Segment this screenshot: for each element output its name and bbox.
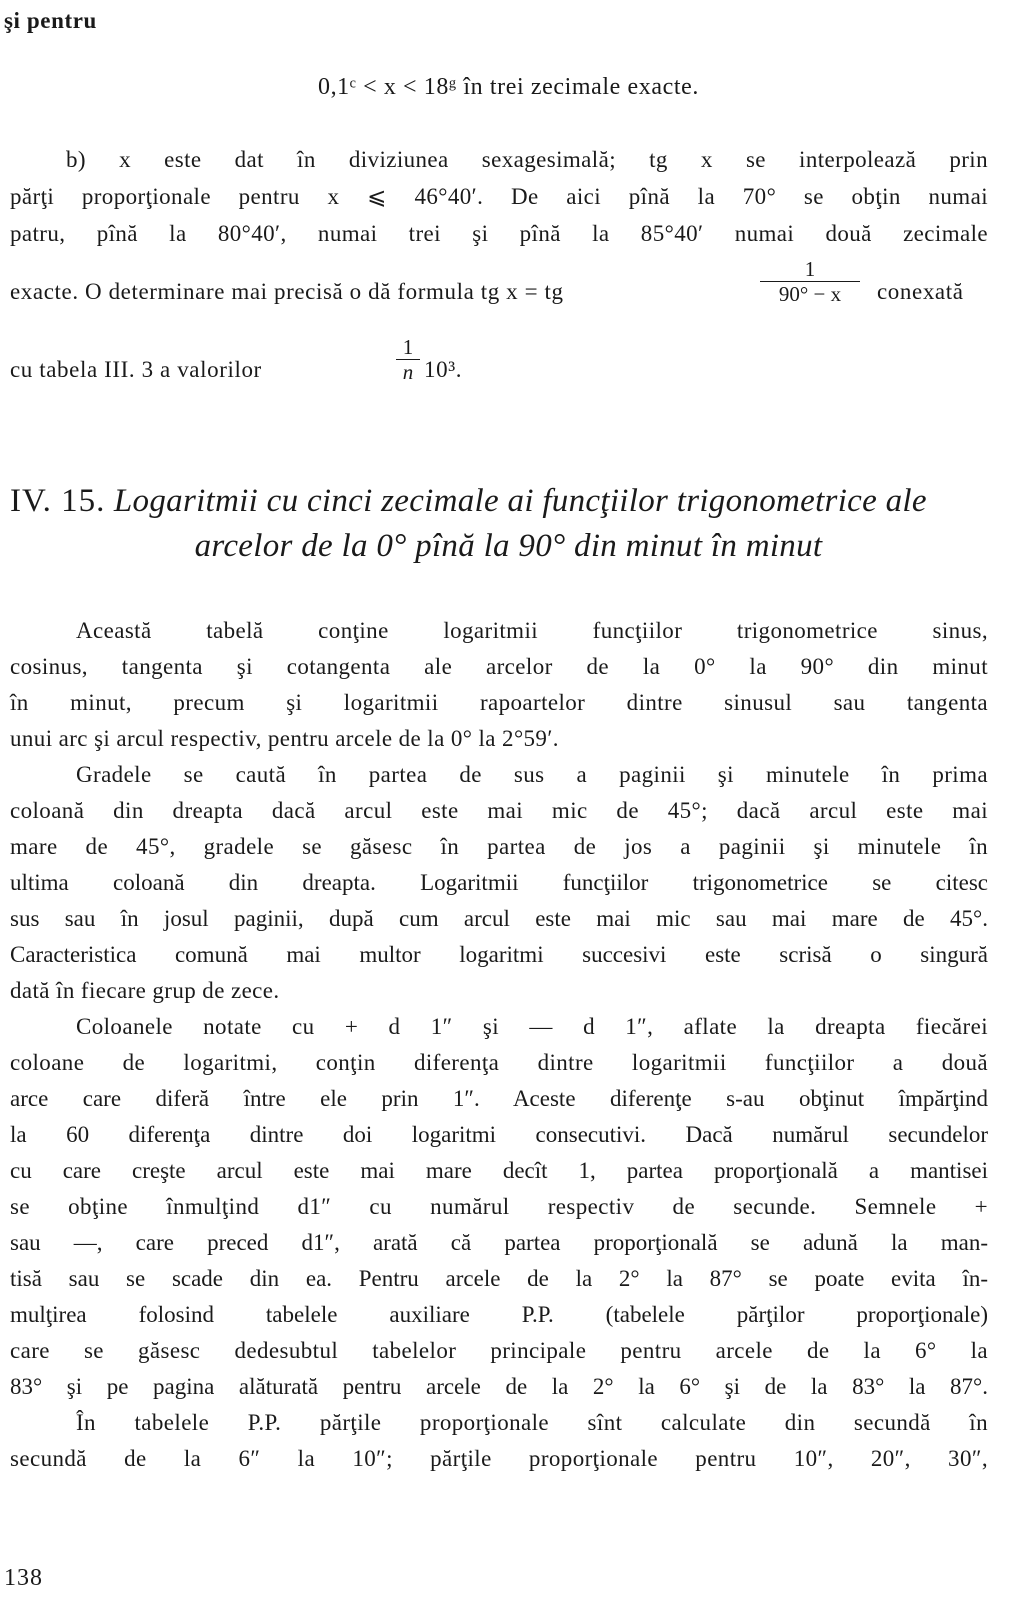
- body-line: mulţirea folosind tabelele auxiliare P.P. (tabelele părţilor proporţionale): [10, 1302, 988, 1327]
- body-line: cu care creşte arcul este mai mare decît 1, partea proporţională a mantisei: [10, 1158, 988, 1183]
- part-b-line-2: părţi proporţionale pentru x ⩽ 46°40′. De aici pînă la 70° se obţin numai: [10, 184, 988, 209]
- table-line-left: cu tabela III. 3 a valorilor: [10, 357, 262, 382]
- page-number: 138: [4, 1565, 43, 1591]
- body-line: 83° şi pe pagina alăturată pentru arcele de la 2° la 6° şi de la 83° la 87°.: [10, 1374, 988, 1399]
- formula-fraction-denominator: 90° − x: [778, 282, 842, 306]
- body-line: Această tabelă conţine logaritmii funcţiilor trigonometrice sinus,: [76, 618, 988, 643]
- body-line: coloană din dreapta dacă arcul este mai mic de 45°; dacă arcul este mai: [10, 798, 988, 823]
- body-line: ultima coloană din dreapta. Logaritmii funcţiilor trigonometrice se citesc: [10, 870, 988, 895]
- section-heading-line-2: arcelor de la 0° pînă la 90° din minut în minut: [194, 528, 823, 564]
- section-title-part-1: Logaritmii cu cinci zecimale ai funcţiilor trigonometrice ale: [113, 483, 927, 519]
- table-fraction-denominator: n: [402, 360, 414, 384]
- body-line: în minut, precum şi logaritmii rapoartelor dintre sinusul sau tangenta: [10, 690, 988, 715]
- body-line: mare de 45°, gradele se găsesc în partea de jos a paginii şi minutele în: [10, 834, 988, 859]
- part-b-line-1: b) x este dat în diviziunea sexagesimală; tg x se interpolează prin: [66, 147, 988, 172]
- body-line: Caracteristica comună mai multor logaritmi succesivi este scrisă o singură: [10, 942, 988, 967]
- body-line: la 60 diferenţa dintre doi logaritmi consecutivi. Dacă numărul secundelor: [10, 1122, 988, 1147]
- body-line: arce care diferă între ele prin 1″. Aceste diferenţe s-au obţinut împărţind: [10, 1086, 988, 1111]
- formula-line-left: exacte. O determinare mai precisă o dă formula tg x = tg: [10, 279, 564, 304]
- formula-line-right: conexată: [877, 279, 964, 304]
- body-line: care se găsesc dedesubtul tabelelor principale pentru arcele de la 6° la: [10, 1338, 988, 1363]
- table-fraction-numerator: 1: [402, 335, 414, 359]
- formula-fraction: [760, 258, 860, 305]
- intro-line-2: 0,1ᶜ < x < 18ᵍ în trei zecimale exacte.: [317, 74, 700, 100]
- body-line: sus sau în josul paginii, după cum arcul este mai mic sau mai mare de 45°.: [10, 906, 988, 931]
- formula-fraction-numerator: 1: [804, 257, 816, 281]
- body-line: coloane de logaritmi, conţin diferenţa dintre logaritmii funcţiilor a două: [10, 1050, 988, 1075]
- body-line: Coloanele notate cu + d 1″ şi — d 1″, aflate la dreapta fiecărei: [76, 1014, 988, 1039]
- intro-line-1: şi pentru: [4, 8, 97, 33]
- body-line: se obţine înmulţind d1″ cu numărul respectiv de secunde. Semnele +: [10, 1194, 988, 1219]
- body-line: Gradele se caută în partea de sus a paginii şi minutele în prima: [76, 762, 988, 787]
- body-line: unui arc şi arcul respectiv, pentru arcele de la 0° la 2°59′.: [10, 726, 559, 751]
- section-heading-line-1: [10, 483, 927, 520]
- table-fraction: [396, 336, 420, 383]
- body-line: cosinus, tangenta şi cotangenta ale arcelor de la 0° la 90° din minut: [10, 654, 988, 679]
- body-line: În tabelele P.P. părţile proporţionale sînt calculate din secundă în: [76, 1410, 988, 1435]
- body-line: sau —, care preced d1″, arată că partea proporţională se adună la man-: [10, 1230, 988, 1255]
- section-number: IV. 15.: [10, 483, 106, 519]
- part-b-line-3: patru, pînă la 80°40′, numai trei şi pînă la 85°40′ numai două zecimale: [10, 221, 988, 246]
- table-line-right: 10³.: [424, 357, 463, 382]
- body-line: dată în fiecare grup de zece.: [10, 978, 280, 1003]
- body-line: secundă de la 6″ la 10″; părţile proporţionale pentru 10″, 20″, 30″,: [10, 1446, 988, 1471]
- body-line: tisă sau se scade din ea. Pentru arcele de la 2° la 87° se poate evita în-: [10, 1266, 988, 1291]
